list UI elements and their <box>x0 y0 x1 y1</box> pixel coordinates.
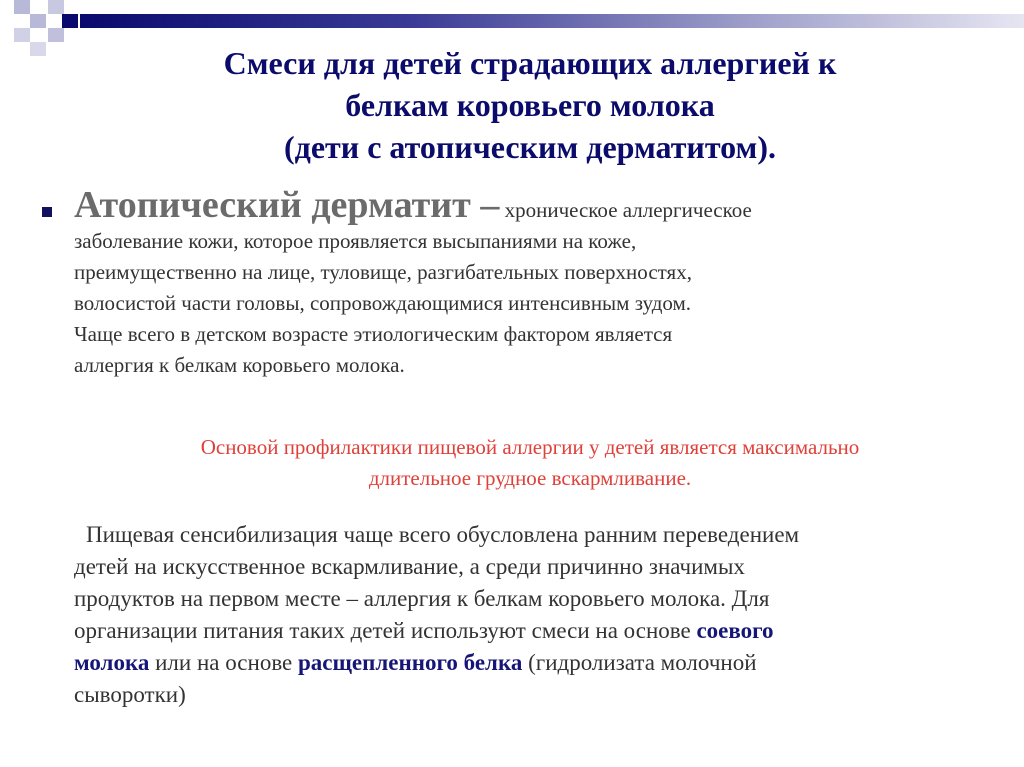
corner-square-decoration <box>62 14 78 28</box>
prevention-line: Основой профилактики пищевой аллергии у детей является максимально <box>200 435 860 459</box>
definition-line: аллергия к белкам коровьего молока. <box>74 353 405 377</box>
corner-square-decoration <box>14 0 30 14</box>
definition-line: заболевание кожи, которое проявляется высыпаниями на коже, <box>74 229 637 253</box>
title-line: Смеси для детей страдающих аллергией к <box>223 45 837 81</box>
sensitization-paragraph <box>74 519 984 711</box>
definition-first-line: хроническое аллергическое <box>504 198 752 222</box>
corner-square-decoration <box>30 14 46 28</box>
sensitization-text: (гидролизата молочной <box>522 650 757 675</box>
definition-line: преимущественно на лице, туловище, разгибательных поверхностях, <box>74 260 692 284</box>
prevention-line: длительное грудное вскармливание. <box>368 466 692 490</box>
sensitization-line: Пищевая сенсибилизация чаще всего обусловлена ранним переведением <box>86 522 800 547</box>
highlight-soy: соевого <box>696 618 774 643</box>
corner-square-decoration <box>14 28 30 42</box>
highlight-hydrolysate: расщепленного белка <box>298 650 523 675</box>
definition-term: Атопический дерматит – <box>74 184 500 226</box>
prevention-note <box>60 432 1000 494</box>
title-line: (дети с атопическим дерматитом). <box>283 129 776 165</box>
sensitization-line <box>74 615 984 647</box>
sensitization-line: сыворотки) <box>74 682 186 707</box>
highlight-soy: молока <box>74 650 150 675</box>
title-line: белкам коровьего молока <box>345 87 715 123</box>
corner-square-decoration <box>48 28 64 42</box>
square-bullet-icon <box>42 207 52 217</box>
slide-title <box>100 42 960 168</box>
definition-line: Чаще всего в детском возрасте этиологическим фактором является <box>74 322 673 346</box>
sensitization-text: или на основе <box>149 650 299 675</box>
corner-square-decoration <box>48 0 64 14</box>
corner-square-decoration <box>30 42 46 56</box>
definition-paragraph <box>74 186 974 381</box>
sensitization-line: продуктов на первом месте – аллергия к белкам коровьего молока. Для <box>74 586 770 611</box>
sensitization-text: организации питания таких детей используют смеси на основе <box>74 618 697 643</box>
header-gradient-bar <box>80 14 1024 28</box>
definition-line: волосистой части головы, сопровождающимися интенсивным зудом. <box>74 291 692 315</box>
sensitization-line: детей на искусственное вскармливание, а среди причинно значимых <box>74 554 745 579</box>
sensitization-line <box>74 647 984 679</box>
